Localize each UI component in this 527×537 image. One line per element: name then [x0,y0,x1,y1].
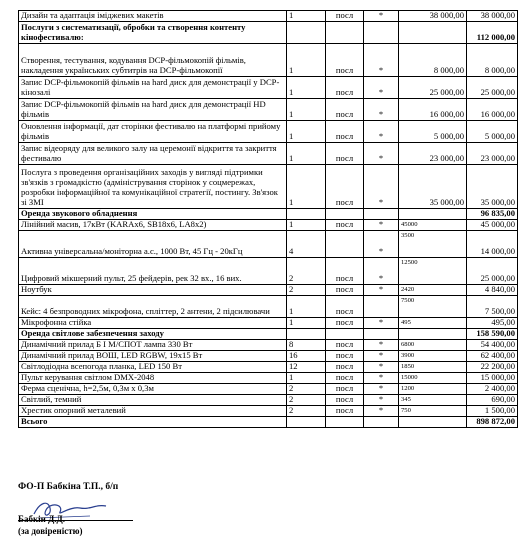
table-row [19,340,518,351]
price-cell: 12500 [399,258,467,285]
price-cell: 7500 [399,296,467,318]
price-cell: 495 [399,318,467,329]
sum-cell: 38 000,00 [467,11,518,22]
qty-cell: 1 [287,165,326,209]
table-row [19,11,518,22]
signer-authority-note: (за довіреністю) [18,526,83,536]
item-name: Активна універсальна/моніторна а.с., 1000 Вт, 45 Гц - 20кГц [19,231,287,258]
sum-cell: 15 000,00 [467,373,518,384]
star-cell: * [364,384,399,395]
price-cell: 38 000,00 [399,11,467,22]
qty-cell: 2 [287,406,326,417]
star-cell: * [364,143,399,165]
unit-cell: посл [326,373,364,384]
unit-cell [326,22,364,44]
item-name: Запис DCP-фільмокопій фільмів на hard диск для демонстрації HD фільмів [19,99,287,121]
price-cell: 8 000,00 [399,44,467,77]
sum-cell: 4 840,00 [467,285,518,296]
star-cell: * [364,11,399,22]
sum-cell: 8 000,00 [467,44,518,77]
section-title: Всього [19,417,287,428]
unit-cell [326,417,364,428]
item-name: Динамічний прилад ВОШ, LED RGBW, 19x15 Вт [19,351,287,362]
star-cell: * [364,99,399,121]
price-cell: 1850 [399,362,467,373]
price-cell: 45000 [399,220,467,231]
price-cell: 2420 [399,285,467,296]
services-table [18,10,518,428]
unit-cell: посл [326,340,364,351]
star-cell: * [364,373,399,384]
qty-cell [287,209,326,220]
qty-cell: 2 [287,395,326,406]
price-cell: 16 000,00 [399,99,467,121]
section-row [19,209,518,220]
qty-cell: 1 [287,296,326,318]
section-sum: 898 872,00 [467,417,518,428]
qty-cell: 2 [287,285,326,296]
sum-cell: 16 000,00 [467,99,518,121]
sum-cell: 22 200,00 [467,362,518,373]
sum-cell: 690,00 [467,395,518,406]
star-cell: * [364,258,399,285]
table-row [19,406,518,417]
price-cell: 1200 [399,384,467,395]
item-name: Послуга з проведення організаційних заходів у вигляді підтримки зв'язків з громадкістю (адміністрування сторінок у соцмережах, розробки інформаційної та комунікаційної стратегії, постингу. Зв'язок зі ЗМІ [19,165,287,209]
qty-cell: 1 [287,220,326,231]
item-name: Хрестик опорний металевий [19,406,287,417]
table-row [19,231,518,258]
qty-cell: 12 [287,362,326,373]
star-cell: * [364,318,399,329]
section-sum: 96 835,00 [467,209,518,220]
item-name: Цифровий мікшерний пульт, 25 фейдерів, рек 32 вх., 16 вих. [19,258,287,285]
table-row [19,395,518,406]
sum-cell: 54 400,00 [467,340,518,351]
price-cell [399,329,467,340]
unit-cell: посл [326,143,364,165]
qty-cell: 2 [287,258,326,285]
unit-cell: посл [326,395,364,406]
star-cell: * [364,406,399,417]
item-name: Світлодіодна всепогода планка, LED 150 Вт [19,362,287,373]
qty-cell: 4 [287,231,326,258]
section-row [19,22,518,44]
sum-cell: 1 500,00 [467,406,518,417]
sum-cell: 35 000,00 [467,165,518,209]
sum-cell: 7 500,00 [467,296,518,318]
star-cell: * [364,220,399,231]
qty-cell: 2 [287,384,326,395]
table-row [19,220,518,231]
qty-cell [287,329,326,340]
sum-cell: 14 000,00 [467,231,518,258]
sum-cell: 2 400,00 [467,384,518,395]
unit-cell: посл [326,384,364,395]
star-cell: * [364,362,399,373]
item-name: Динамічний прилад Б І М/СПОТ лампа 330 Вт [19,340,287,351]
table-row [19,318,518,329]
unit-cell: посл [326,258,364,285]
section-row [19,417,518,428]
unit-cell: посл [326,351,364,362]
star-cell [364,209,399,220]
qty-cell: 8 [287,340,326,351]
price-cell [399,209,467,220]
organization-name: ФО-П Бабкіна Т.П., б/п [18,482,119,492]
unit-cell: посл [326,318,364,329]
table-row [19,77,518,99]
section-title: Оренда звукового обладнення [19,209,287,220]
star-cell: * [364,44,399,77]
unit-cell: посл [326,77,364,99]
table-row [19,351,518,362]
star-cell: * [364,231,399,258]
table-row [19,99,518,121]
table-row [19,258,518,285]
star-cell [364,22,399,44]
item-name: Створення, тестування, кодування DCP-фільмокопій фільмів, накладення українських субтитрів на DCP-фільмокопії [19,44,287,77]
qty-cell: 1 [287,143,326,165]
table-row [19,296,518,318]
unit-cell [326,209,364,220]
qty-cell: 1 [287,121,326,143]
sum-cell: 495,00 [467,318,518,329]
section-sum: 112 000,00 [467,22,518,44]
sum-cell: 62 400,00 [467,351,518,362]
section-sum: 158 590,00 [467,329,518,340]
qty-cell: 1 [287,11,326,22]
item-name: Оновлення інформації, дат сторінки фестивалю на платформі прийому фільмів [19,121,287,143]
section-title: Оренда світлове забезпечення заходу [19,329,287,340]
unit-cell [326,231,364,258]
unit-cell: посл [326,296,364,318]
price-cell [399,22,467,44]
star-cell: * [364,340,399,351]
star-cell: * [364,121,399,143]
unit-cell: посл [326,165,364,209]
sum-cell: 45 000,00 [467,220,518,231]
star-cell [364,417,399,428]
qty-cell [287,22,326,44]
table-row [19,165,518,209]
price-cell: 750 [399,406,467,417]
signer-name: Бабкін Д.Д. [18,514,65,524]
section-title: Послуги з систематизації, обробки та створення контенту кінофестивалю: [19,22,287,44]
price-cell: 3500 [399,231,467,258]
table-row [19,44,518,77]
unit-cell: посл [326,406,364,417]
unit-cell: посл [326,362,364,373]
item-name: Ноутбук [19,285,287,296]
item-name: Лінійний масив, 17кВт (KARAx6, SB18x6, LA8x2) [19,220,287,231]
unit-cell: посл [326,11,364,22]
qty-cell: 1 [287,99,326,121]
sum-cell: 25 000,00 [467,77,518,99]
qty-cell [287,417,326,428]
item-name: Світлий, темний [19,395,287,406]
sum-cell: 25 000,00 [467,258,518,285]
table-row [19,384,518,395]
price-cell: 25 000,00 [399,77,467,99]
unit-cell: посл [326,99,364,121]
table-row [19,373,518,384]
item-name: Кейс: 4 безпроводних мікрофона, спліттер, 2 антени, 2 підсилювачи [19,296,287,318]
section-row [19,329,518,340]
qty-cell: 1 [287,373,326,384]
table-row [19,362,518,373]
unit-cell: посл [326,121,364,143]
item-name: Дизайн та адаптація іміджевих макетів [19,11,287,22]
unit-cell [326,329,364,340]
star-cell: * [364,77,399,99]
star-cell [364,296,399,318]
table-row [19,143,518,165]
star-cell: * [364,395,399,406]
sum-cell: 23 000,00 [467,143,518,165]
price-cell: 23 000,00 [399,143,467,165]
price-cell: 3900 [399,351,467,362]
price-cell: 5 000,00 [399,121,467,143]
star-cell: * [364,165,399,209]
price-cell: 15000 [399,373,467,384]
unit-cell: посл [326,220,364,231]
price-cell: 35 000,00 [399,165,467,209]
table-row [19,121,518,143]
unit-cell: посл [326,44,364,77]
price-cell: 345 [399,395,467,406]
sum-cell: 5 000,00 [467,121,518,143]
item-name: Ферма сценічна, h=2,5м, 0,3м х 0,3м [19,384,287,395]
price-cell [399,417,467,428]
qty-cell: 1 [287,44,326,77]
price-cell: 6800 [399,340,467,351]
table-row [19,285,518,296]
star-cell: * [364,285,399,296]
unit-cell: посл [326,285,364,296]
qty-cell: 1 [287,77,326,99]
item-name: Запис відеоряду для великого залу на церемонії відкриття та закриття фестивалю [19,143,287,165]
qty-cell: 16 [287,351,326,362]
qty-cell: 1 [287,318,326,329]
item-name: Мікрофонна стійка [19,318,287,329]
star-cell: * [364,351,399,362]
item-name: Пульт керування світлом DMX-2048 [19,373,287,384]
star-cell [364,329,399,340]
item-name: Запис DCP-фільмокопій фільмів на hard диск для демонстрації у DCP-кінозалі [19,77,287,99]
